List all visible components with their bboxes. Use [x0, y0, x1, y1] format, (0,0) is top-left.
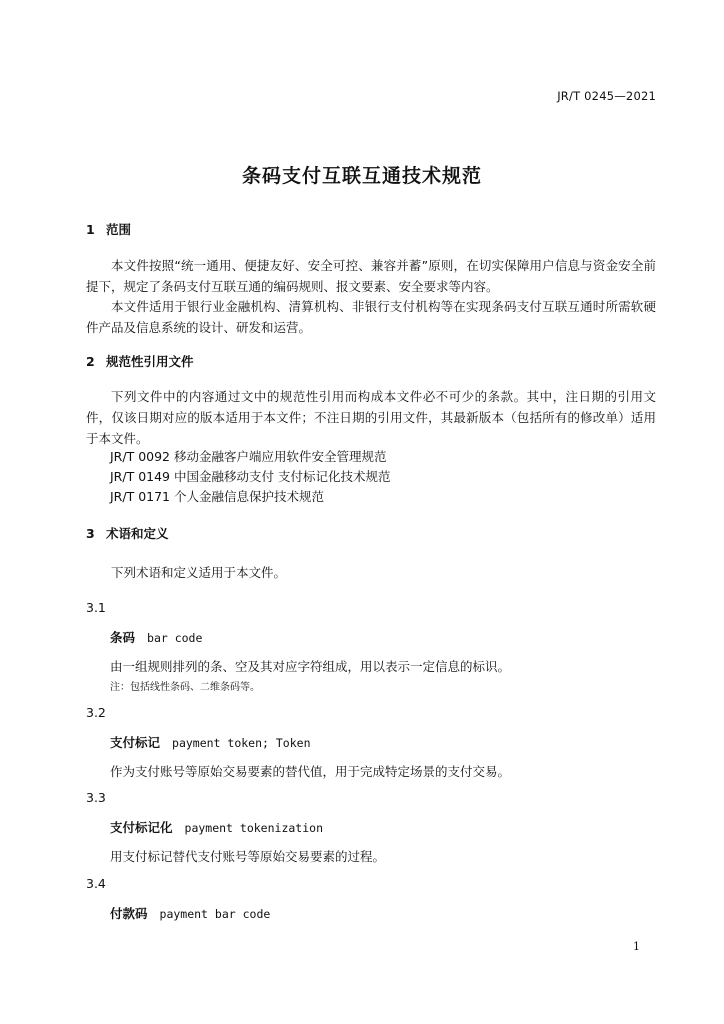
term-note: 注：包括线性条码、二维条码等。: [110, 682, 260, 693]
term-en: payment bar code: [159, 907, 271, 921]
term-number: 3.1: [86, 600, 106, 615]
term-en: payment tokenization: [184, 821, 323, 835]
scope-paragraph-1: 本文件按照“统一通用、便捷友好、安全可控、兼容并蓄”原则，在切实保障用户信息与资金安全前提下，规定了条码支付互联互通的编码规则、报文要素、安全要求等内容。: [86, 258, 656, 294]
reference-item: JR/T 0092 移动金融客户端应用软件安全管理规范: [110, 449, 387, 464]
page-number: 1: [633, 940, 640, 953]
normative-intro: 下列文件中的内容通过文中的规范性引用而构成本文件必不可少的条款。其中，注日期的引用文件，仅该日期对应的版本适用于本文件；不注日期的引用文件，其最新版本（包括所有的修改单）适用于本文件。: [86, 389, 656, 446]
term-heading: [110, 904, 270, 922]
scope-paragraph-2: 本文件适用于银行业金融机构、清算机构、非银行支付机构等在实现条码支付互联互通时所需软硬件产品及信息系统的设计、研发和运营。: [86, 299, 656, 335]
term-definition: 作为支付账号等原始交易要素的替代值，用于完成特定场景的支付交易。: [110, 764, 511, 779]
section-heading-normative: [86, 352, 656, 370]
section-title: 规范性引用文件: [106, 354, 194, 369]
section-heading-scope: [86, 220, 656, 238]
term-number: 3.2: [86, 705, 106, 720]
document-title: 条码支付互联互通技术规范: [241, 165, 482, 187]
section-title: 术语和定义: [106, 526, 169, 541]
term-cn: 支付标记化: [110, 820, 173, 835]
terms-intro: 下列术语和定义适用于本文件。: [111, 565, 287, 580]
section-number: 2: [86, 354, 95, 369]
term-number: 3.3: [86, 790, 106, 805]
term-definition: 由一组规则排列的条、空及其对应字符组成，用以表示一定信息的标识。: [110, 659, 511, 674]
term-cn: 付款码: [110, 906, 148, 921]
term-heading: [110, 628, 202, 646]
section-title: 范围: [106, 222, 132, 237]
term-en: payment token; Token: [172, 736, 311, 750]
term-definition: 用支付标记替代支付账号等原始交易要素的过程。: [110, 849, 386, 864]
standard-number: JR/T 0245—2021: [557, 89, 656, 103]
section-number: 1: [86, 222, 95, 237]
reference-item: JR/T 0149 中国金融移动支付 支付标记化技术规范: [110, 469, 391, 484]
term-cn: 支付标记: [110, 735, 161, 750]
reference-item: JR/T 0171 个人金融信息保护技术规范: [110, 489, 324, 504]
term-heading: [110, 818, 323, 836]
term-heading: [110, 733, 311, 751]
section-number: 3: [86, 526, 95, 541]
term-cn: 条码: [110, 630, 136, 645]
section-heading-terms: [86, 524, 656, 542]
term-number: 3.4: [86, 876, 106, 891]
term-en: bar code: [147, 631, 203, 645]
